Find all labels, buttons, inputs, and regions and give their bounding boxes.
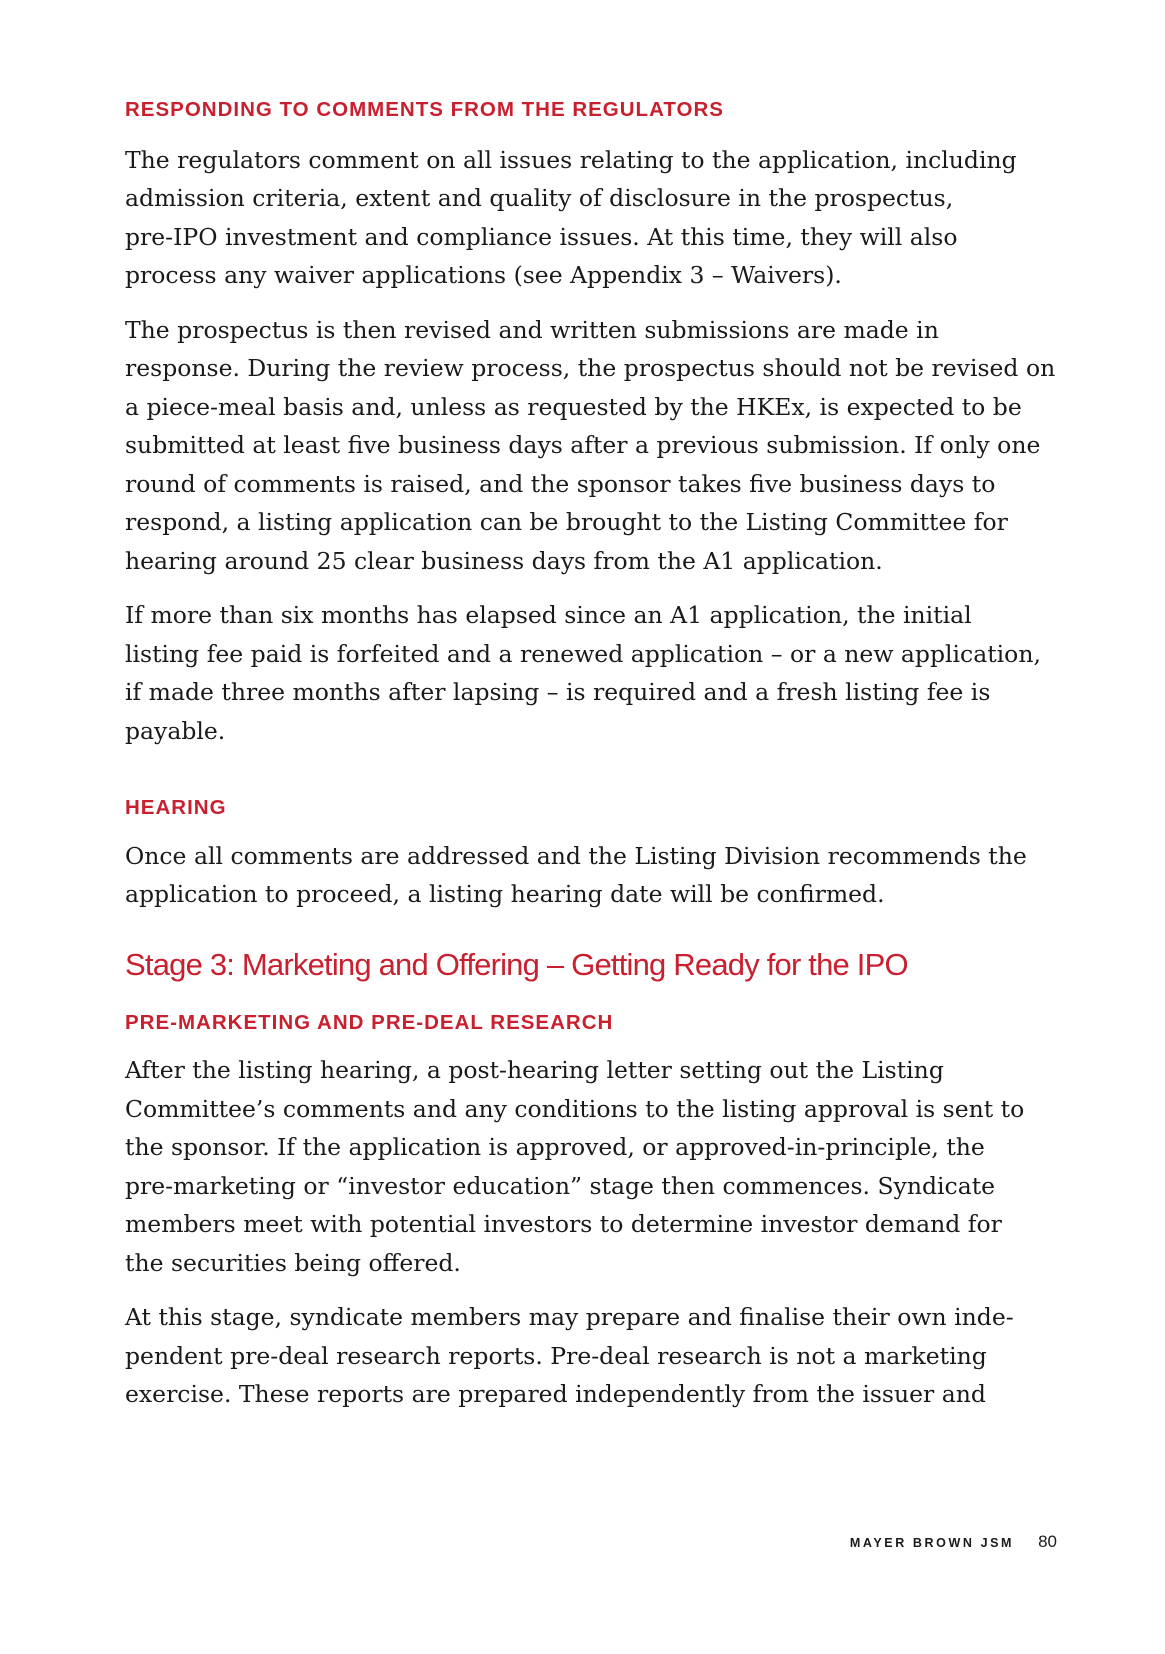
text-line: hearing around 25 clear business days from the A1 application.	[125, 546, 883, 575]
premarketing-heading: PRE-MARKETING AND PRE-DEAL RESEARCH	[125, 1010, 614, 1034]
text-line: exercise. These reports are prepared independently from the issuer and	[125, 1380, 986, 1409]
regulators-paragraph-2	[125, 311, 1055, 581]
text-line: Once all comments are addressed and the Listing Division recommends the	[125, 841, 1027, 870]
text-line: pre-IPO investment and compliance issues. At this time, they will also	[125, 222, 958, 251]
text-line: If more than six months has elapsed since an A1 application, the initial	[125, 601, 972, 630]
hearing-paragraph-1	[125, 837, 1055, 914]
text-line: a piece-meal basis and, unless as requested by the HKEx, is expected to be	[125, 392, 1022, 421]
regulators-heading: RESPONDING TO COMMENTS FROM THE REGULATORS	[125, 98, 724, 121]
text-line: payable.	[125, 716, 226, 745]
premarketing-paragraph-1	[125, 1051, 1055, 1282]
hearing-heading: HEARING	[125, 796, 227, 820]
text-line: submitted at least five business days after a previous submission. If only one	[125, 431, 1041, 460]
text-line: admission criteria, extent and quality of disclosure in the prospectus,	[125, 184, 954, 213]
page-content	[125, 98, 1055, 1414]
footer-brand: MAYER BROWN JSM	[849, 1536, 1015, 1550]
text-line: After the listing hearing, a post-hearing letter setting out the Listing	[125, 1056, 944, 1085]
regulators-paragraph-3	[125, 596, 1055, 750]
text-line: At this stage, syndicate members may prepare and finalise their own inde-	[125, 1303, 1014, 1332]
text-line: response. During the review process, the prospectus should not be revised on	[125, 354, 1056, 383]
text-line: round of comments is raised, and the sponsor takes five business days to	[125, 469, 996, 498]
text-line: the securities being offered.	[125, 1248, 461, 1277]
text-line: pre-marketing or “investor education” stage then commences. Syndicate	[125, 1171, 996, 1200]
page-number: 80	[1038, 1532, 1057, 1551]
text-line: pendent pre-deal research reports. Pre-deal research is not a marketing	[125, 1341, 987, 1370]
text-line: process any waiver applications (see Appendix 3 – Waivers).	[125, 261, 842, 290]
text-line: Committee’s comments and any conditions to the listing approval is sent to	[125, 1094, 1025, 1123]
text-line: members meet with potential investors to determine investor demand for	[125, 1210, 1002, 1239]
text-line: application to proceed, a listing hearing date will be confirmed.	[125, 880, 885, 909]
text-line: The prospectus is then revised and written submissions are made in	[125, 315, 939, 344]
stage-3-title: Stage 3: Marketing and Offering – Getting Ready for the IPO	[125, 946, 908, 982]
text-line: if made three months after lapsing – is required and a fresh listing fee is	[125, 678, 991, 707]
regulators-paragraph-1	[125, 141, 1055, 295]
text-line: respond, a listing application can be brought to the Listing Committee for	[125, 508, 1008, 537]
text-line: The regulators comment on all issues relating to the application, including	[125, 145, 1017, 174]
text-line: the sponsor. If the application is approved, or approved-in-principle, the	[125, 1133, 985, 1162]
premarketing-paragraph-2	[125, 1298, 1055, 1414]
page-footer	[850, 1532, 1057, 1552]
text-line: listing fee paid is forfeited and a renewed application – or a new application,	[125, 639, 1041, 668]
